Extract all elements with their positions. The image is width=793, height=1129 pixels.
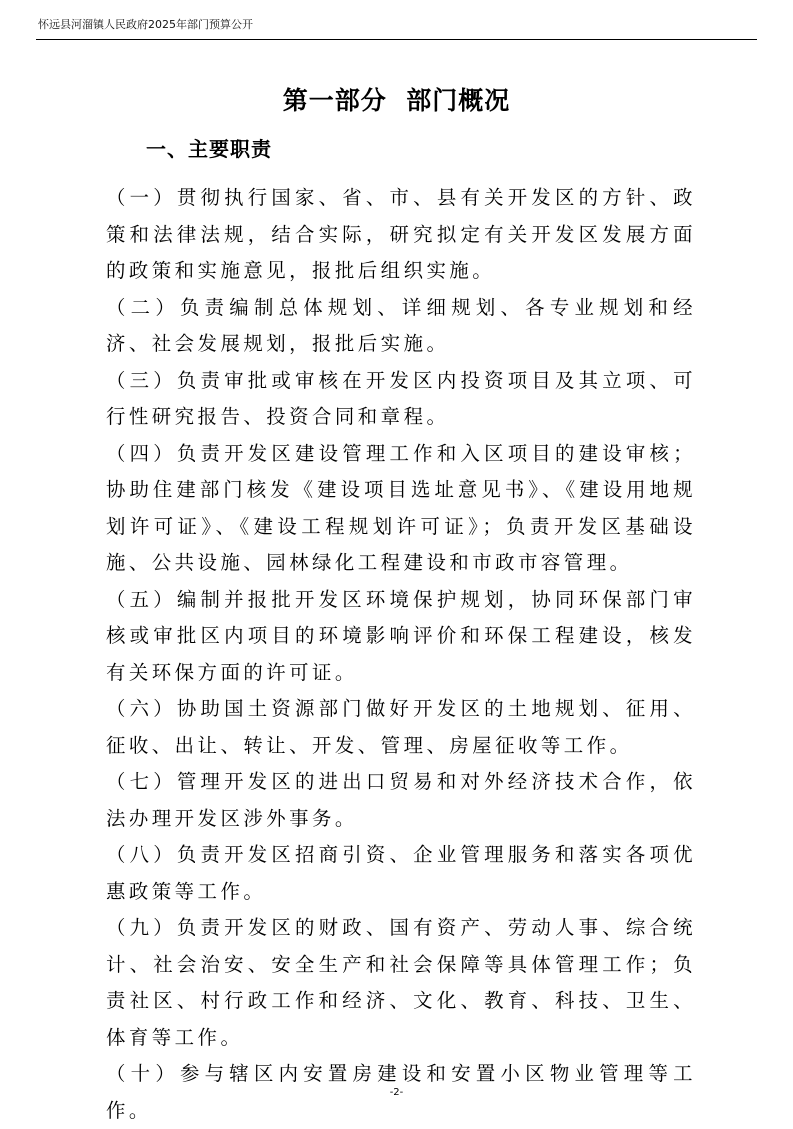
duty-paragraph-8: （八）负责开发区招商引资、企业管理服务和落实各项优惠政策等工作。 [106, 843, 696, 903]
duty-paragraph-1: （一）贯彻执行国家、省、市、县有关开发区的方针、政策和法律法规，结合实际，研究拟定有关开发区发展方面的政策和实施意见，报批后组织实施。 [106, 186, 696, 282]
duty-paragraph-2: （二）负责编制总体规划、详细规划、各专业规划和经济、社会发展规划，报批后实施。 [106, 295, 696, 355]
running-header: 怀远县河溜镇人民政府2025年部门预算公开 [38, 18, 253, 31]
duty-paragraph-5: （五）编制并报批开发区环境保护规划，协同环保部门审核或审批区内项目的环境影响评价和环保工程建设，核发有关环保方面的许可证。 [106, 587, 696, 684]
section-heading: 一、主要职责 [146, 137, 272, 161]
page-title: 第一部分 部门概况 [282, 86, 511, 115]
duty-paragraph-10: （十）参与辖区内安置房建设和安置小区物业管理等工作。 [106, 1062, 696, 1122]
duty-paragraph-9: （九）负责开发区的财政、国有资产、劳动人事、综合统计、社会治安、安全生产和社会保障等具体管理工作；负责社区、村行政工作和经济、文化、教育、科技、卫生、体育等工作。 [106, 916, 696, 1049]
duty-paragraph-3: （三）负责审批或审核在开发区内投资项目及其立项、可行性研究报告、投资合同和章程。 [106, 368, 696, 428]
page-number: -2- [389, 1087, 404, 1098]
duty-paragraph-6: （六）协助国土资源部门做好开发区的土地规划、征用、征收、出让、转让、开发、管理、房屋征收等工作。 [106, 697, 696, 757]
header-divider [36, 39, 757, 40]
duties-body [106, 180, 696, 1129]
duty-paragraph-4: （四）负责开发区建设管理工作和入区项目的建设审核；协助住建部门核发《建设项目选址意见书》、《建设用地规划许可证》、《建设工程规划许可证》；负责开发区基础设施、公共设施、园林绿化工程建设和市政市容管理。 [106, 441, 696, 574]
duty-paragraph-7: （七）管理开发区的进出口贸易和对外经济技术合作，依法办理开发区涉外事务。 [106, 770, 696, 830]
